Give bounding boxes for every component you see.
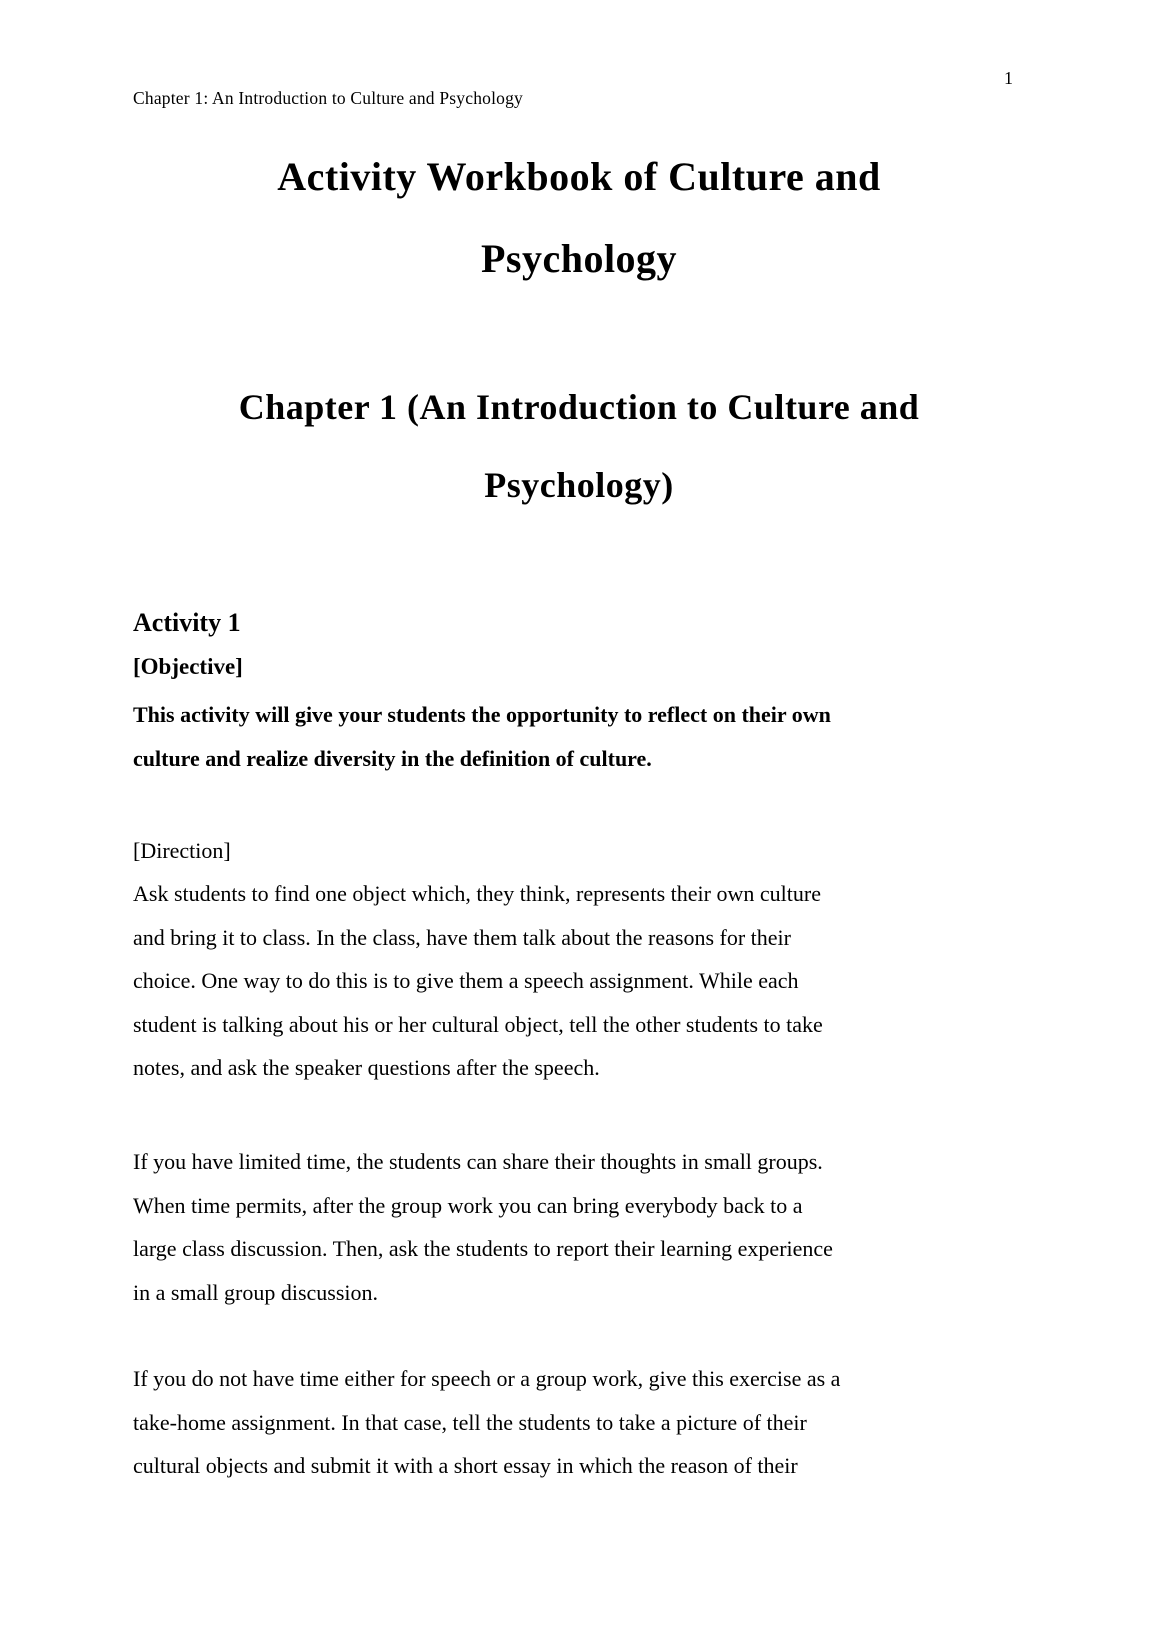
text-line: Psychology xyxy=(480,236,678,281)
text-line: Chapter 1 (An Introduction to Culture and xyxy=(238,387,920,427)
text-line: Activity Workbook of Culture and xyxy=(277,154,881,199)
direction-label: [Direction] xyxy=(133,838,231,863)
objective-label: [Objective] xyxy=(133,654,243,679)
text-line: If you do not have time either for speech or a group work, give this exercise as a xyxy=(133,1366,841,1391)
text-line: cultural objects and submit it with a short essay in which the reason of their xyxy=(133,1453,798,1478)
direction-paragraph-1 xyxy=(133,872,1048,1090)
text-line: in a small group discussion. xyxy=(133,1279,379,1305)
text-line: This activity will give your students the opportunity to reflect on their own xyxy=(133,702,831,727)
text-line: notes, and ask the speaker questions after the speech. xyxy=(133,1055,600,1080)
page-number: 1 xyxy=(1004,68,1013,88)
text-line: Psychology) xyxy=(484,465,674,505)
text-line: Ask students to find one object which, they think, represents their own culture xyxy=(133,881,821,906)
running-header: Chapter 1: An Introduction to Culture and Psychology xyxy=(133,88,524,108)
document-title xyxy=(0,136,1158,300)
text-line: When time permits, after the group work you can bring everybody back to a xyxy=(133,1192,803,1218)
text-line: culture and realize diversity in the definition of culture. xyxy=(133,745,652,771)
objective-text xyxy=(133,693,1043,780)
text-line: choice. One way to do this is to give them a speech assignment. While each xyxy=(133,968,799,993)
activity-heading: Activity 1 xyxy=(133,608,241,637)
direction-paragraph-3 xyxy=(133,1357,1048,1488)
text-line: and bring it to class. In the class, have them talk about the reasons for their xyxy=(133,924,791,950)
text-line: If you have limited time, the students can share their thoughts in small groups. xyxy=(133,1149,823,1174)
text-line: student is talking about his or her cultural object, tell the other students to take xyxy=(133,1011,823,1037)
text-line: large class discussion. Then, ask the students to report their learning experience xyxy=(133,1236,833,1261)
direction-paragraph-2 xyxy=(133,1140,1048,1314)
text-line: take-home assignment. In that case, tell the students to take a picture of their xyxy=(133,1409,807,1435)
chapter-heading xyxy=(0,368,1158,524)
